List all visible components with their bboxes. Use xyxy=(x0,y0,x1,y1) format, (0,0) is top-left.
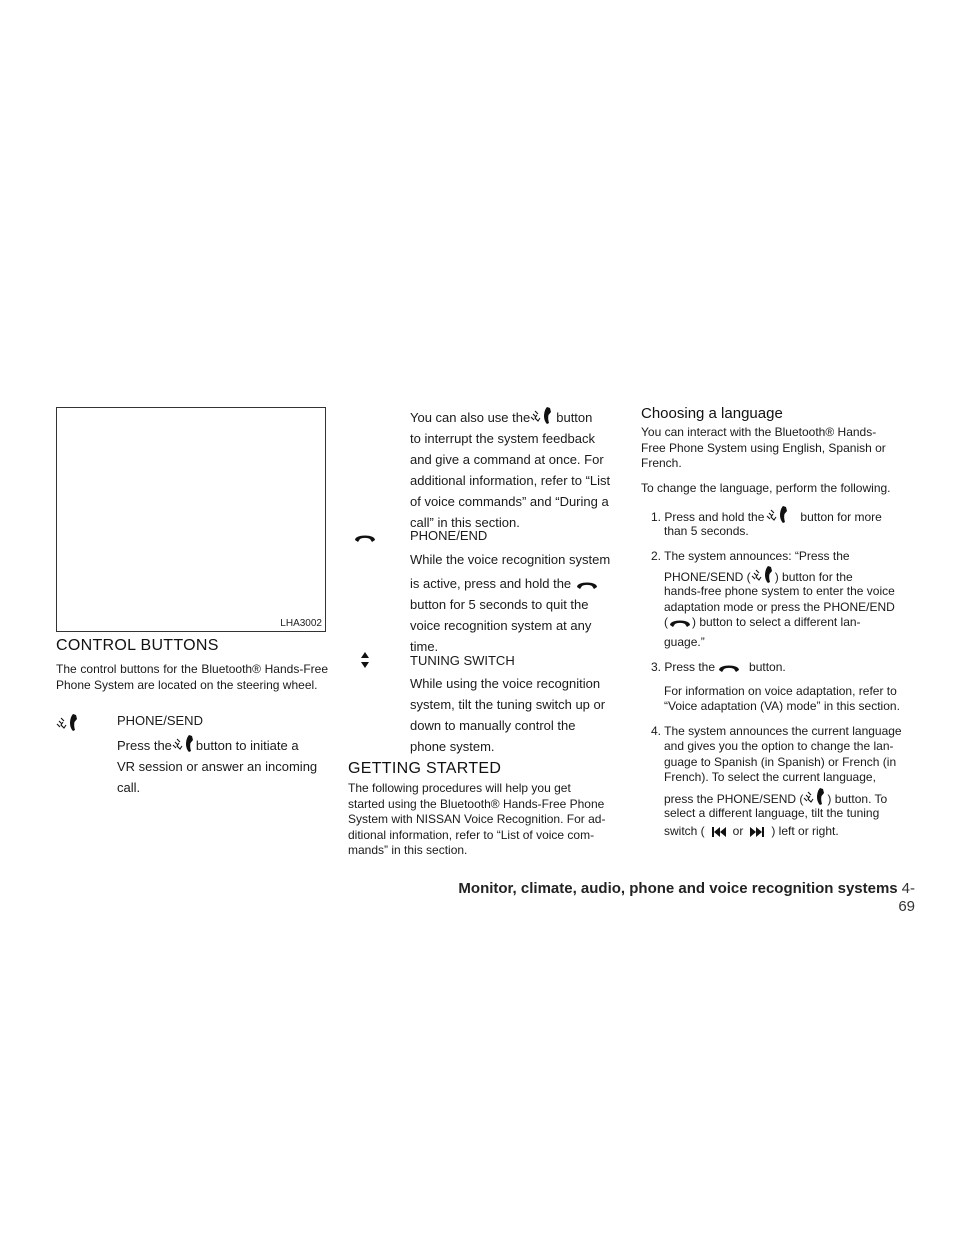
phone-end-l4: voice recognition system at any xyxy=(410,618,592,633)
lang-s2-l2-pre: PHONE/SEND ( xyxy=(664,570,751,584)
lang-s2-l5-post: ) button to select a different lan- xyxy=(692,615,861,629)
getting-started-heading: GETTING STARTED xyxy=(348,760,502,777)
phone-send-c1-pre: You can also use the xyxy=(410,410,531,425)
phone-send-c4: additional information, refer to “List xyxy=(410,473,611,488)
language-intro xyxy=(641,425,914,496)
control-buttons-heading: CONTROL BUTTONS xyxy=(56,637,219,654)
lang-s4-l4: French). To select the current language, xyxy=(664,770,876,784)
page-number: 4-69 xyxy=(898,880,915,915)
lang-s1-pre: 1. Press and hold the xyxy=(651,510,765,524)
figure-label: LHA3002 xyxy=(280,618,322,629)
phone-end-l2: is active, press and hold the xyxy=(410,576,572,591)
phone-send-desc xyxy=(117,733,337,798)
phone-send-icon xyxy=(803,786,827,806)
lang-s4-l7-mid: or xyxy=(732,824,744,838)
figure-image xyxy=(56,407,326,632)
phone-end-title: PHONE/END xyxy=(410,528,488,543)
phone-send-line1-pre: Press the xyxy=(117,738,172,753)
phone-end-l5: time. xyxy=(410,639,439,654)
phone-send-c3: and give a command at once. For xyxy=(410,452,604,467)
tuning-next-icon xyxy=(749,826,765,838)
tuning-prev-icon xyxy=(711,826,727,838)
footer-title: Monitor, climate, audio, phone and voice recognition systems xyxy=(458,880,898,897)
phone-send-c5: of voice commands” and “During a xyxy=(410,494,609,509)
tuning-l3: down to manually control the xyxy=(410,718,576,733)
lang-p1-l2: Free Phone System using English, Spanish or xyxy=(641,440,886,455)
tuning-l1: While using the voice recognition xyxy=(410,676,601,691)
phone-send-line1-post: button to initiate a xyxy=(195,738,299,753)
lang-p1-l3: French. xyxy=(641,456,682,470)
lang-s4-l7-post: ) left or right. xyxy=(771,824,839,838)
language-heading: Choosing a language xyxy=(641,405,783,422)
control-intro-text: The control buttons for the Bluetooth® Hands-Free Phone System are located on the steering wheel. xyxy=(56,662,328,692)
phone-send-c6: call” in this section. xyxy=(410,515,520,530)
phone-send-c2: to interrupt the system feedback xyxy=(410,431,595,446)
gs-l4: ditional information, refer to “List of voice com- xyxy=(348,827,595,842)
phone-send-block xyxy=(117,710,337,798)
lang-p2: To change the language, perform the following. xyxy=(641,480,891,495)
lang-s1-post: button for more xyxy=(800,510,882,524)
lang-s3-post: button. xyxy=(749,659,786,674)
phone-send-icon xyxy=(172,733,196,753)
lang-s4-l2: and gives you the option to change the lan- xyxy=(664,739,894,753)
lang-s4-l5-post: ) button. To xyxy=(827,791,888,806)
lang-s3-l2: For information on voice adaptation, refer to xyxy=(664,683,897,698)
gs-l3: System with NISSAN Voice Recognition. For ad- xyxy=(348,812,606,826)
lang-s2-l4: adaptation mode or press the PHONE/END xyxy=(664,599,895,614)
language-steps xyxy=(651,504,914,844)
lang-s3-pre: 3. Press the xyxy=(651,659,716,674)
lang-s2-l5-pre: ( xyxy=(664,615,668,629)
phone-send-c1-post: button xyxy=(556,410,593,425)
phone-end-l3: button for 5 seconds to quit the xyxy=(410,597,589,612)
lang-s4-l6: select a different language, tilt the tuning xyxy=(664,805,880,820)
phone-end-icon xyxy=(575,577,599,591)
page-footer xyxy=(450,880,915,916)
tuning-l2: system, tilt the tuning switch up or xyxy=(410,697,606,712)
lang-s2-l3: hands-free phone system to enter the voice xyxy=(664,584,895,598)
lang-s4-l7-pre: switch ( xyxy=(664,824,705,838)
control-intro xyxy=(56,662,328,693)
lang-s2-l6: guage.” xyxy=(664,635,705,649)
phone-end-block xyxy=(410,525,625,657)
lang-p1-l1: You can interact with the Bluetooth® Hands- xyxy=(641,425,877,439)
phone-send-icon xyxy=(766,504,790,524)
lang-s3-l3: “Voice adaptation (VA) mode” in this section. xyxy=(664,699,900,713)
phone-send-icon xyxy=(530,405,554,425)
phone-send-line3: call. xyxy=(117,780,141,795)
gs-l1: The following procedures will help you get xyxy=(348,781,571,795)
lang-s2-l1: 2. The system announces: “Press the xyxy=(651,548,850,563)
lang-s2-l2-post: ) button for the xyxy=(774,570,853,584)
tuning-l4: phone system. xyxy=(410,739,495,754)
lang-s1-l2: than 5 seconds. xyxy=(664,524,749,538)
gs-l5: mands” in this section. xyxy=(348,843,468,857)
tuning-title: TUNING SWITCH xyxy=(410,653,515,668)
lang-s4-l5-pre: press the PHONE/SEND ( xyxy=(664,791,804,806)
phone-send-continued xyxy=(410,405,620,533)
phone-end-l1: While the voice recognition system xyxy=(410,552,611,567)
phone-end-icon xyxy=(353,530,377,544)
phone-send-icon xyxy=(56,712,80,732)
gs-l2: started using the Bluetooth® Hands-Free Phone xyxy=(348,796,605,811)
tuning-switch-icon xyxy=(360,651,370,669)
lang-s4-l3: guage to Spanish (in Spanish) or French (in xyxy=(664,754,897,769)
tuning-block xyxy=(410,650,625,757)
getting-started-text xyxy=(348,781,621,859)
phone-send-title: PHONE/SEND xyxy=(117,713,203,728)
lang-s4-l1: 4. The system announces the current language xyxy=(651,723,902,738)
phone-end-icon xyxy=(668,615,692,629)
phone-send-line2: VR session or answer an incoming xyxy=(117,759,318,774)
phone-end-icon xyxy=(717,660,741,674)
phone-send-icon xyxy=(751,564,775,584)
